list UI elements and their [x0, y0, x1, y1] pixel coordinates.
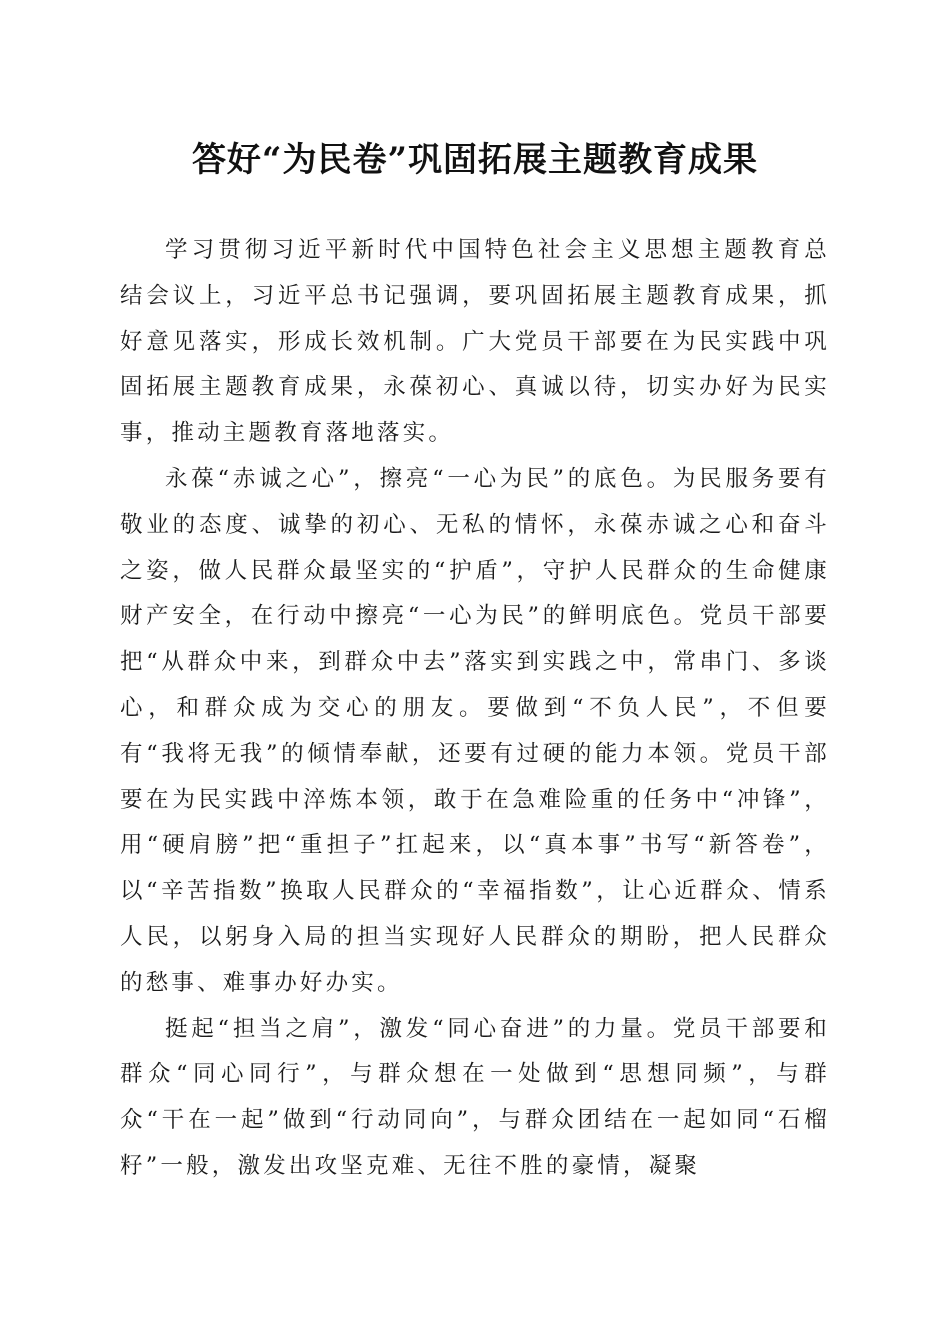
paragraph-intro: 学习贯彻习近平新时代中国特色社会主义思想主题教育总结会议上，习近平总书记强调，要巩固拓展主题教育成果，抓好意见落实，形成长效机制。广大党员干部要在为民实践中巩固拓展主题教育成果，永葆初心、真诚以待，切实办好为民实事，推动主题教育落地落实。 [120, 237, 830, 447]
paragraph-shoulder-responsibility: 挺起“担当之肩”，激发“同心奋进”的力量。党员干部要和群众“同心同行”，与群众想在一处做到“思想同频”，与群众“干在一起”做到“行动同向”，与群众团结在一起如同“石榴籽”一般，激发出攻坚克难、无往不胜的豪情，凝聚 [120, 1015, 830, 1179]
paragraph-sincere-heart: 永葆“赤诚之心”，擦亮“一心为民”的底色。为民服务要有敬业的态度、诚挚的初心、无私的情怀，永葆赤诚之心和奋斗之姿，做人民群众最坚实的“护盾”，守护人民群众的生命健康财产安全，在行动中擦亮“一心为民”的鲜明底色。党员干部要把“从群众中来，到群众中去”落实到实践之中，常串门、多谈心，和群众成为交心的朋友。要做到“不负人民”，不但要有“我将无我”的倾情奉献，还要有过硬的能力本领。党员干部要在为民实践中淬炼本领，敢于在急难险重的任务中“冲锋”，用“硬肩膀”把“重担子”扛起来，以“真本事”书写“新答卷”，以“辛苦指数”换取人民群众的“幸福指数”，让心近群众、情系人民，以躬身入局的担当实现好人民群众的期盼，把人民群众的愁事、难事办好办实。 [120, 465, 830, 996]
document-title: 答好“为民卷”巩固拓展主题教育成果 [191, 140, 759, 180]
document-body [120, 228, 830, 1190]
